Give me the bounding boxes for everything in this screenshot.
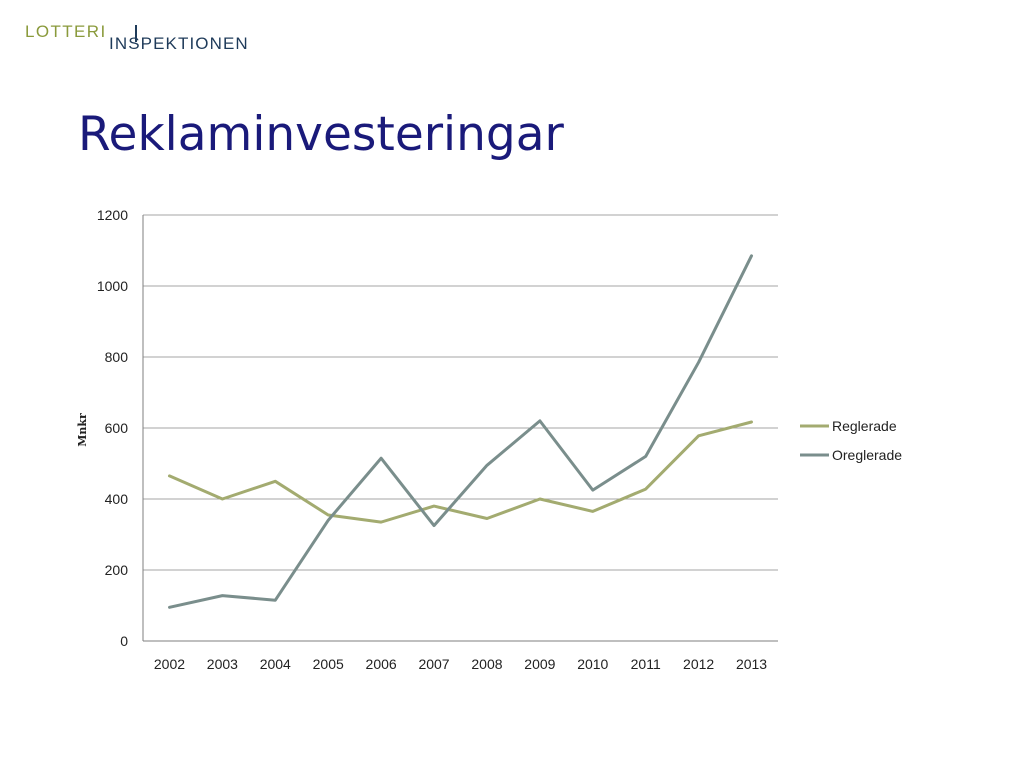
x-tick-label: 2006: [365, 656, 397, 672]
y-tick-label: 1000: [96, 278, 128, 294]
y-tick-label: 600: [104, 420, 128, 436]
legend: [800, 418, 902, 463]
y-axis: [97, 207, 143, 649]
x-axis: [143, 641, 778, 672]
x-tick-label: 2004: [259, 656, 291, 672]
gridlines: [143, 215, 778, 641]
y-tick-label: 200: [104, 562, 128, 578]
x-tick-label: 2002: [153, 656, 186, 672]
legend-label-reglerade: Reglerade: [832, 418, 897, 434]
series-line-reglerade: [170, 422, 752, 522]
y-tick-label: 400: [104, 491, 128, 507]
page-title: Reklaminvesteringar: [78, 107, 564, 162]
series-line-oreglerade: [170, 256, 752, 608]
x-tick-label: 2003: [206, 656, 238, 672]
y-tick-label: 0: [120, 633, 128, 649]
x-tick-label: 2011: [630, 656, 661, 672]
x-tick-label: 2012: [683, 656, 715, 672]
series-lines: [170, 256, 752, 608]
x-tick-label: 2013: [735, 656, 768, 672]
y-axis-title: Mnkr: [76, 413, 89, 447]
logo-text-lotteri: LOTTERI: [25, 22, 107, 41]
legend-label-oreglerade: Oreglerade: [832, 447, 903, 463]
x-tick-label: 2007: [418, 656, 450, 672]
x-tick-label: 2009: [524, 656, 556, 672]
x-tick-label: 2008: [471, 656, 503, 672]
logo-text-inspektionen: INSPEKTIONEN: [109, 34, 249, 53]
x-tick-label: 2005: [312, 656, 344, 672]
y-tick-label: 800: [104, 349, 128, 365]
y-tick-label: 1200: [96, 207, 128, 223]
x-tick-label: 2010: [577, 656, 609, 672]
